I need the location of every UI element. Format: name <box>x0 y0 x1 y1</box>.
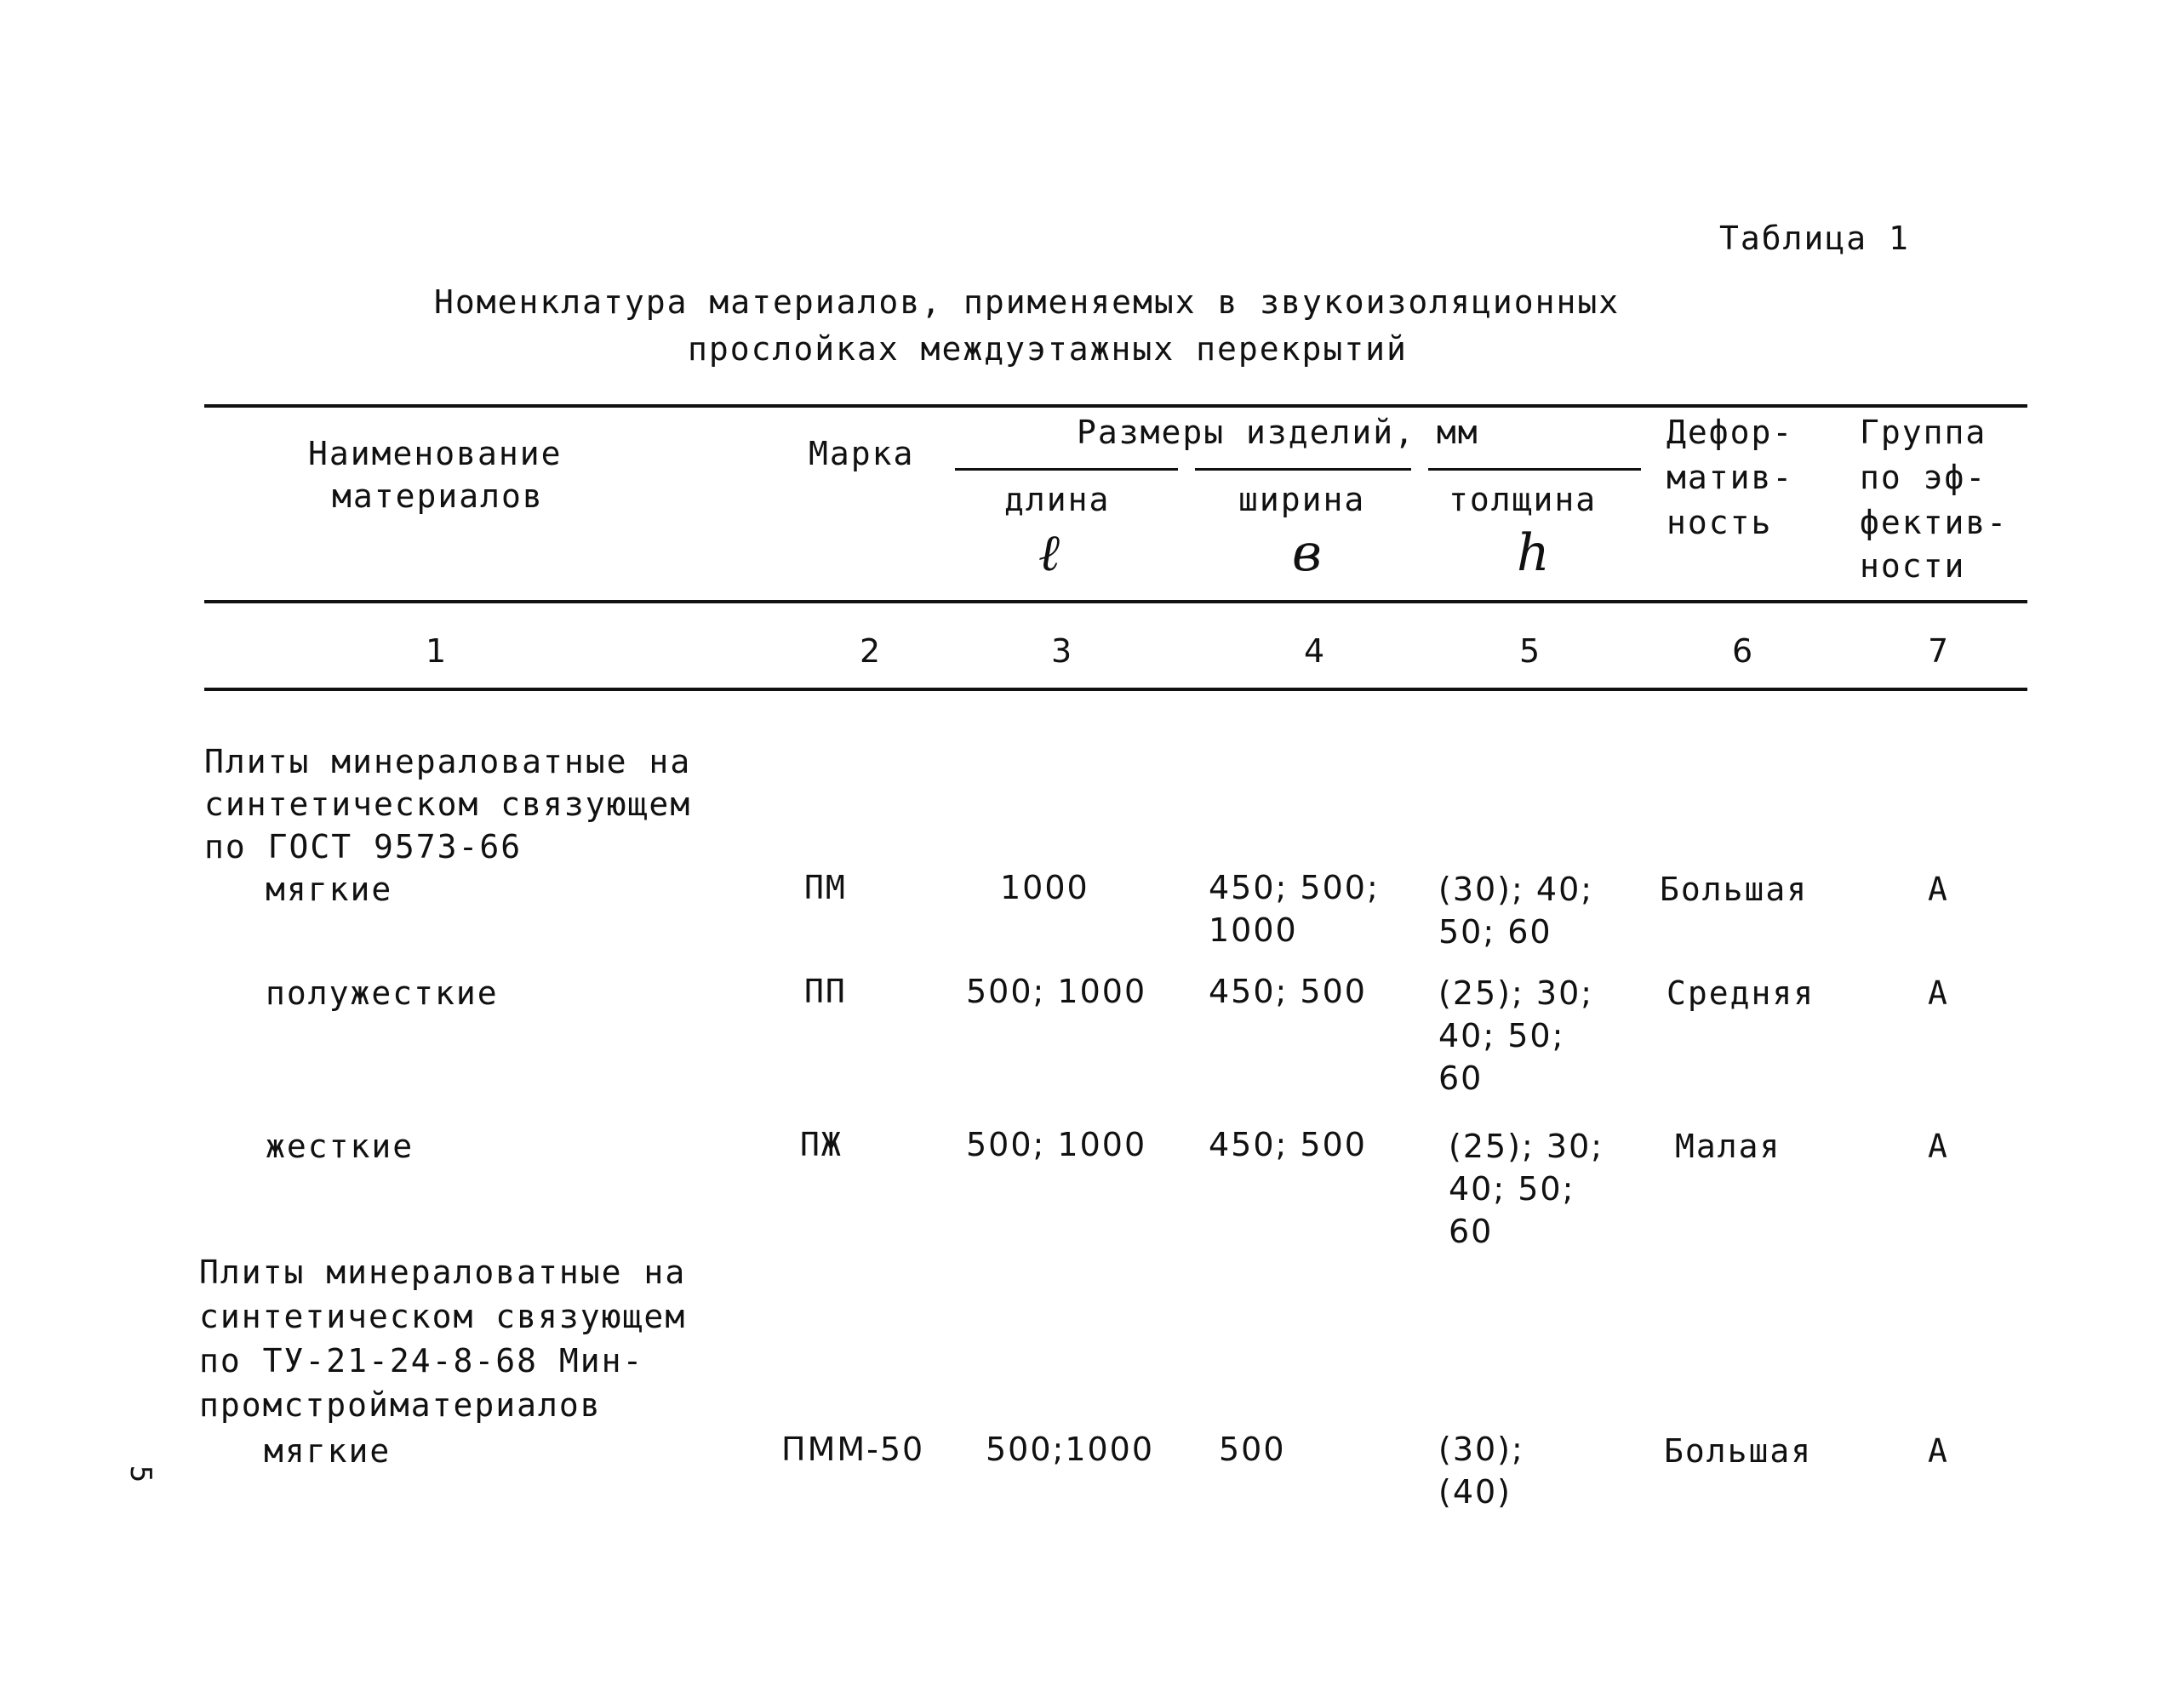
row-3-length: 500; 1000 <box>966 1126 1147 1163</box>
row-3-mark: ПЖ <box>800 1126 843 1163</box>
header-width: ширина <box>1238 481 1366 518</box>
table-title-line2: прослойках междуэтажных перекрытий <box>688 330 1408 368</box>
row-2-group: А <box>1928 974 1949 1012</box>
row-4-width: 500 <box>1219 1431 1286 1468</box>
row-1-name: мягкие <box>266 871 393 908</box>
row-4-name: мягкие <box>264 1432 392 1470</box>
header-group-line1: Группа <box>1860 414 1987 451</box>
row-2-name: полужесткие <box>266 974 499 1012</box>
row-4-thickness-line1: (30); <box>1438 1431 1524 1468</box>
row-1-group: А <box>1928 871 1949 908</box>
row-3-thickness-line3: 60 <box>1449 1213 1494 1250</box>
group-1-title-line2: синтетическом связующем <box>204 785 692 823</box>
column-number-7: 7 <box>1928 632 1951 670</box>
row-2-thickness-line1: (25); 30; <box>1438 974 1594 1012</box>
column-number-3: 3 <box>1051 632 1074 670</box>
row-4-thickness-line2: (40) <box>1438 1473 1512 1511</box>
header-thickness-symbol: h <box>1517 523 1550 583</box>
row-1-deform: Большая <box>1660 871 1809 908</box>
header-width-symbol: в <box>1292 523 1322 583</box>
group-1-title-line3: по ГОСТ 9573-66 <box>204 828 523 865</box>
group-2-title-line2: синтетическом связующем <box>199 1298 687 1335</box>
column-numbers-rule <box>204 688 2027 691</box>
column-number-1: 1 <box>426 632 449 670</box>
header-deform-line1: Дефор- <box>1666 414 1794 451</box>
column-number-4: 4 <box>1304 632 1327 670</box>
row-2-width: 450; 500 <box>1209 973 1367 1010</box>
row-1-width-line1: 450; 500; <box>1209 869 1380 906</box>
row-3-thickness-line1: (25); 30; <box>1449 1128 1604 1165</box>
header-mark: Марка <box>809 435 915 472</box>
row-1-width-line2: 1000 <box>1209 911 1298 949</box>
row-2-deform: Средняя <box>1666 974 1815 1012</box>
column-number-5: 5 <box>1519 632 1542 670</box>
header-name-line2: материалов <box>332 477 544 515</box>
row-3-deform: Малая <box>1675 1128 1781 1165</box>
thickness-subrule <box>1428 468 1641 471</box>
header-deform-line3: ность <box>1666 504 1773 541</box>
row-1-length: 1000 <box>1000 869 1089 906</box>
header-length: длина <box>1004 481 1111 518</box>
page-number: 5 <box>123 1465 158 1483</box>
width-subrule <box>1195 468 1411 471</box>
row-4-length: 500;1000 <box>986 1431 1155 1468</box>
column-number-2: 2 <box>860 632 883 670</box>
row-1-mark: ПМ <box>804 869 847 906</box>
row-2-thickness-line3: 60 <box>1438 1060 1484 1097</box>
header-thickness: толщина <box>1449 481 1598 518</box>
row-3-name: жесткие <box>266 1128 414 1165</box>
row-3-group: А <box>1928 1128 1949 1165</box>
table-title-line1: Номенклатура материалов, применяемых в звукоизоляционных <box>434 283 1621 321</box>
row-2-length: 500; 1000 <box>966 973 1147 1010</box>
row-4-group: А <box>1928 1432 1949 1470</box>
header-length-symbol: ℓ <box>1038 523 1060 583</box>
group-2-title-line1: Плиты минераловатные на <box>199 1254 687 1291</box>
group-2-title-line4: промстройматериалов <box>199 1386 602 1424</box>
header-group-line3: фектив- <box>1860 504 2009 541</box>
header-group-line4: ности <box>1860 547 1966 585</box>
header-bottom-rule <box>204 600 2027 603</box>
row-2-thickness-line2: 40; 50; <box>1438 1017 1565 1054</box>
header-group-line2: по эф- <box>1860 459 1987 496</box>
header-name-line1: Наименование <box>308 435 563 472</box>
table-top-rule <box>204 404 2027 408</box>
row-1-thickness-line2: 50; 60 <box>1438 913 1552 951</box>
row-4-mark: ПММ-50 <box>781 1431 925 1468</box>
header-deform-line2: матив- <box>1666 459 1794 496</box>
row-3-width: 450; 500 <box>1209 1126 1367 1163</box>
row-3-thickness-line2: 40; 50; <box>1449 1170 1575 1208</box>
row-4-deform: Большая <box>1664 1432 1813 1470</box>
table-label: Таблица 1 <box>1719 220 1910 257</box>
group-2-title-line3: по ТУ-21-24-8-68 Мин- <box>199 1342 644 1380</box>
header-sizes: Размеры изделий, мм <box>1077 414 1479 451</box>
length-subrule <box>955 468 1178 471</box>
row-1-thickness-line1: (30); 40; <box>1438 871 1594 908</box>
group-1-title-line1: Плиты минераловатные на <box>204 743 692 780</box>
column-number-6: 6 <box>1732 632 1755 670</box>
row-2-mark: ПП <box>804 973 847 1010</box>
